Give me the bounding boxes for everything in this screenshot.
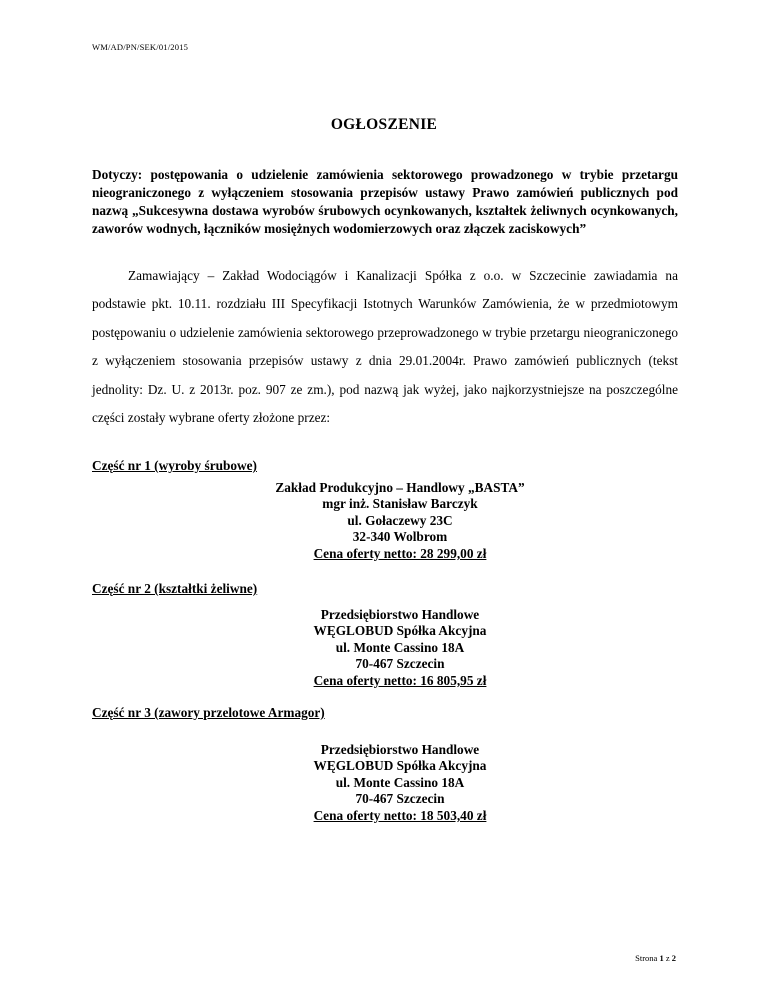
document-reference: WM/AD/PN/SEK/01/2015 xyxy=(92,42,189,52)
offer-price: Cena oferty netto: 16 805,95 zł xyxy=(313,672,487,688)
offer-line: ul. Monte Cassino 18A xyxy=(335,774,465,790)
page-total: 2 xyxy=(671,953,676,963)
part-1-heading: Część nr 1 (wyroby śrubowe) xyxy=(92,458,257,473)
offer-price: Cena oferty netto: 18 503,40 zł xyxy=(313,807,487,823)
part-1-offer xyxy=(160,480,640,562)
offer-line: 70-467 Szczecin xyxy=(355,656,445,672)
offer-line: Przedsiębiorstwo Handlowe xyxy=(320,742,480,757)
page-number: 1 xyxy=(659,953,664,963)
part-2-offer xyxy=(160,607,640,689)
offer-line: 70-467 Szczecin xyxy=(355,791,445,807)
body-paragraph xyxy=(92,262,678,432)
part-2-heading: Część nr 2 (kształtki żeliwne) xyxy=(92,581,258,596)
offer-line: Przedsiębiorstwo Handlowe xyxy=(320,607,480,622)
body-text: Zamawiający – Zakład Wodociągów i Kanalizacji Spółka z o.o. w Szczecinie zawiadamia na podstawie pkt. 10.11. rozdziału III Specyfikacji Istotnych Warunków Zamówienia, że w przedmiotowym postępowaniu o udzielenie zamówienia sektorowego przeprowadzonego w trybie przetargu nieograniczonego z wyłączeniem stosowania przepisów ustawy z dnia 29.01.2004r. Prawo zamówień publicznych (tekst jednolity: Dz. U. z 2013r. poz. 907 ze zm.), pod nazwą jak wyżej, jako najkorzystniejsze na poszczególne części zostały wybrane oferty złożone przez: xyxy=(92,268,678,426)
offer-line: WĘGLOBUD Spółka Akcyjna xyxy=(313,758,487,774)
offer-line: ul. Gołaczewy 23C xyxy=(347,512,453,528)
offer-line: ul. Monte Cassino 18A xyxy=(335,639,465,655)
offer-line: WĘGLOBUD Spółka Akcyjna xyxy=(313,623,487,639)
offer-price: Cena oferty netto: 28 299,00 zł xyxy=(313,545,487,561)
page-label: Strona xyxy=(635,953,658,963)
subject-paragraph: Dotyczy: postępowania o udzielenie zamówienia sektorowego prowadzonego w trybie przetargu nieograniczonego z wyłączeniem stosowania przepisów ustawy Prawo zamówień publicznych pod nazwą „Sukcesywna dostawa wyrobów śrubowych ocynkowanych, kształtek żeliwnych ocynkowanych, zaworów wodnych, łączników mosiężnych wodomierzowych oraz złączek zaciskowych” xyxy=(92,167,678,236)
part-3-offer xyxy=(160,742,640,824)
offer-line: mgr inż. Stanisław Barczyk xyxy=(322,496,478,512)
page-title: OGŁOSZENIE xyxy=(330,116,438,133)
page-of: z xyxy=(665,953,670,963)
offer-line: 32-340 Wolbrom xyxy=(352,529,448,545)
part-3-heading: Część nr 3 (zawory przelotowe Armagor) xyxy=(92,705,325,720)
offer-line: Zakład Produkcyjno – Handlowy „BASTA” xyxy=(275,480,525,495)
page-footer xyxy=(635,953,676,963)
